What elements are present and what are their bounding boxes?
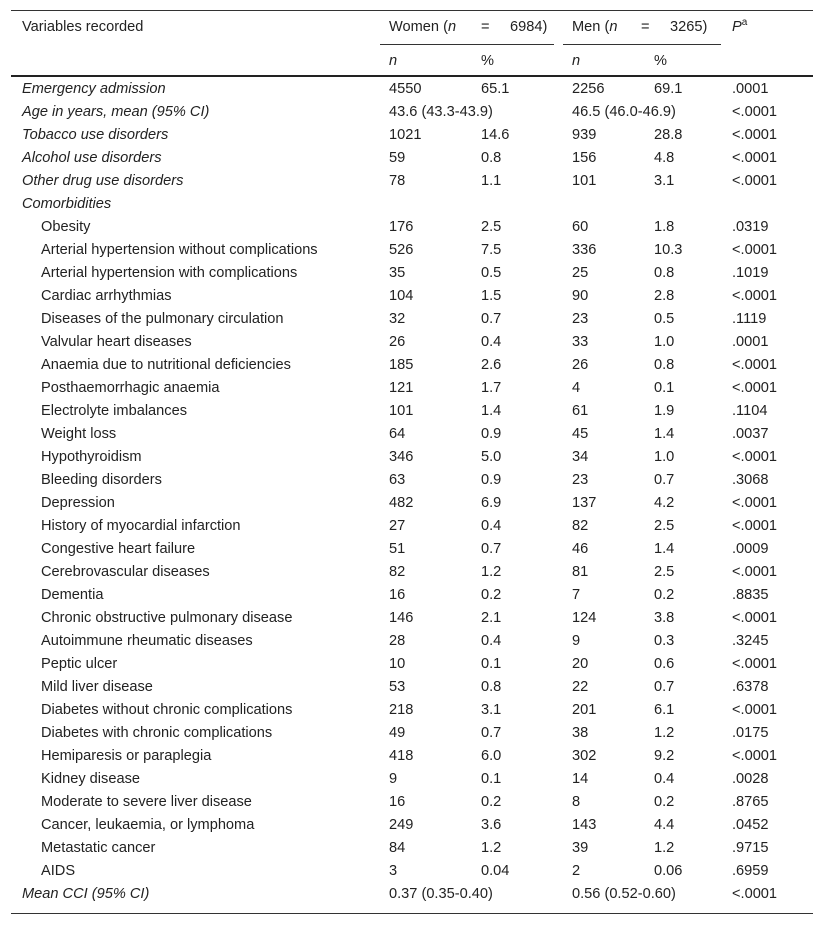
men-n-cell: 61	[572, 403, 589, 419]
p-value-cell: <.0001	[732, 357, 778, 373]
header-women-sub-n: n	[389, 53, 398, 69]
table-row	[0, 653, 825, 676]
men-pct-cell: 0.7	[654, 472, 675, 488]
table-row	[0, 262, 825, 285]
men-pct-cell: 1.2	[654, 725, 675, 741]
row-label: Congestive heart failure	[41, 541, 196, 557]
women-n-cell: 16	[389, 587, 406, 603]
p-value-cell: .6959	[732, 863, 769, 879]
men-n-cell: 23	[572, 472, 589, 488]
men-pct-cell: 0.06	[654, 863, 683, 879]
header-men	[572, 18, 617, 36]
men-n-cell: 23	[572, 311, 589, 327]
women-n-cell: 218	[389, 702, 414, 718]
women-pct-cell: 0.2	[481, 587, 502, 603]
men-n-cell: 124	[572, 610, 597, 626]
women-n-cell: 53	[389, 679, 406, 695]
women-n-cell: 3	[389, 863, 398, 879]
row-label: Other drug use disorders	[22, 173, 184, 189]
women-pct-cell: 6.0	[481, 748, 502, 764]
row-label: Chronic obstructive pulmonary disease	[41, 610, 293, 626]
p-value-cell: <.0001	[732, 564, 778, 580]
men-n-cell: 26	[572, 357, 589, 373]
p-value-cell: .8765	[732, 794, 769, 810]
table-row	[0, 101, 825, 124]
row-label: Diabetes with chronic complications	[41, 725, 273, 741]
men-n-cell: 0.56 (0.52-0.60)	[572, 886, 676, 902]
p-value-cell: <.0001	[732, 380, 778, 396]
table-row	[0, 699, 825, 722]
header-men-sub-pct: %	[654, 53, 667, 69]
row-label: Peptic ulcer	[41, 656, 118, 672]
women-pct-cell: 0.5	[481, 265, 502, 281]
men-pct-cell: 1.4	[654, 541, 675, 557]
row-label: Diseases of the pulmonary circulation	[41, 311, 284, 327]
p-value-cell: .0001	[732, 81, 769, 97]
women-n-cell: 146	[389, 610, 414, 626]
men-n-cell: 34	[572, 449, 589, 465]
p-value-cell: .0037	[732, 426, 769, 442]
p-value-cell: <.0001	[732, 610, 778, 626]
women-n-cell: 101	[389, 403, 414, 419]
men-n-cell: 33	[572, 334, 589, 350]
women-n-cell: 64	[389, 426, 406, 442]
women-pct-cell: 1.2	[481, 564, 502, 580]
women-n-cell: 10	[389, 656, 406, 672]
men-pct-cell: 0.2	[654, 587, 675, 603]
women-n-cell: 185	[389, 357, 414, 373]
header-variables: Variables recorded	[22, 19, 144, 35]
women-n-cell: 104	[389, 288, 414, 304]
table-row	[0, 308, 825, 331]
men-n-cell: 9	[572, 633, 581, 649]
men-pct-cell: 0.4	[654, 771, 675, 787]
men-group-rule	[563, 44, 721, 45]
men-n-cell: 8	[572, 794, 581, 810]
p-value-cell: <.0001	[732, 150, 778, 166]
row-label: AIDS	[41, 863, 76, 879]
men-pct-cell: 69.1	[654, 81, 683, 97]
table-row	[0, 630, 825, 653]
p-value-cell: .6378	[732, 679, 769, 695]
women-pct-cell: 0.4	[481, 633, 502, 649]
table-row	[0, 883, 825, 906]
row-label: Electrolyte imbalances	[41, 403, 188, 419]
table-row	[0, 216, 825, 239]
table-row	[0, 193, 825, 216]
women-n-cell: 4550	[389, 81, 422, 97]
men-n-cell: 38	[572, 725, 589, 741]
header-rule	[11, 75, 813, 77]
men-n-cell: 2256	[572, 81, 605, 97]
men-pct-cell: 1.9	[654, 403, 675, 419]
table-row	[0, 446, 825, 469]
men-n-cell: 2	[572, 863, 581, 879]
men-n-cell: 14	[572, 771, 589, 787]
row-label: Hypothyroidism	[41, 449, 142, 465]
women-pct-cell: 65.1	[481, 81, 510, 97]
women-n-cell: 63	[389, 472, 406, 488]
table-row	[0, 791, 825, 814]
p-value-cell: .0452	[732, 817, 769, 833]
table-row	[0, 561, 825, 584]
women-n-cell: 32	[389, 311, 406, 327]
header-women	[389, 18, 456, 36]
women-group-rule	[380, 44, 554, 45]
men-pct-cell: 2.8	[654, 288, 675, 304]
women-pct-cell: 0.4	[481, 334, 502, 350]
women-pct-cell: 2.1	[481, 610, 502, 626]
women-pct-cell: 0.7	[481, 725, 502, 741]
men-n-cell: 20	[572, 656, 589, 672]
women-pct-cell: 0.9	[481, 472, 502, 488]
table-row	[0, 607, 825, 630]
header-women-eq: =	[481, 19, 490, 35]
men-n-cell: 302	[572, 748, 597, 764]
p-value-cell: <.0001	[732, 518, 778, 534]
p-value-cell: .1019	[732, 265, 769, 281]
row-label: Diabetes without chronic complications	[41, 702, 293, 718]
p-value-cell: .0028	[732, 771, 769, 787]
p-value-cell: <.0001	[732, 656, 778, 672]
men-n-cell: 101	[572, 173, 597, 189]
women-pct-cell: 3.1	[481, 702, 502, 718]
men-n-cell: 45	[572, 426, 589, 442]
men-pct-cell: 3.8	[654, 610, 675, 626]
men-n-cell: 7	[572, 587, 581, 603]
p-value-cell: .0319	[732, 219, 769, 235]
men-pct-cell: 1.0	[654, 334, 675, 350]
women-pct-cell: 2.6	[481, 357, 502, 373]
table-row	[0, 584, 825, 607]
row-label: Moderate to severe liver disease	[41, 794, 252, 810]
table-row	[0, 78, 825, 101]
women-pct-cell: 0.2	[481, 794, 502, 810]
row-label: Emergency admission	[22, 81, 166, 97]
table-row	[0, 676, 825, 699]
men-n-cell: 939	[572, 127, 597, 143]
row-label: Bleeding disorders	[41, 472, 162, 488]
women-pct-cell: 3.6	[481, 817, 502, 833]
women-pct-cell: 6.9	[481, 495, 502, 511]
row-label: Anaemia due to nutritional deficiencies	[41, 357, 291, 373]
women-pct-cell: 1.4	[481, 403, 502, 419]
table-row	[0, 239, 825, 262]
men-pct-cell: 0.1	[654, 380, 675, 396]
men-n-cell: 4	[572, 380, 581, 396]
women-n-cell: 27	[389, 518, 406, 534]
p-value-cell: <.0001	[732, 748, 778, 764]
header-p	[732, 18, 747, 38]
row-label: Dementia	[41, 587, 104, 603]
women-pct-cell: 5.0	[481, 449, 502, 465]
women-n-cell: 9	[389, 771, 398, 787]
women-n-cell: 84	[389, 840, 406, 856]
row-label: Mild liver disease	[41, 679, 153, 695]
women-n-cell: 418	[389, 748, 414, 764]
header-p-letter: P	[732, 19, 742, 35]
women-pct-cell: 0.8	[481, 150, 502, 166]
p-value-cell: <.0001	[732, 288, 778, 304]
row-label: Kidney disease	[41, 771, 140, 787]
p-value-cell: <.0001	[732, 127, 778, 143]
men-n-cell: 22	[572, 679, 589, 695]
top-rule	[11, 10, 813, 11]
men-pct-cell: 4.8	[654, 150, 675, 166]
p-value-cell: <.0001	[732, 104, 778, 120]
p-value-cell: .8835	[732, 587, 769, 603]
header-women-label: Women (	[389, 19, 448, 35]
table-row	[0, 331, 825, 354]
women-n-cell: 16	[389, 794, 406, 810]
row-label: Depression	[41, 495, 115, 511]
p-value-cell: .9715	[732, 840, 769, 856]
p-value-cell: <.0001	[732, 173, 778, 189]
men-n-cell: 46.5 (46.0-46.9)	[572, 104, 676, 120]
row-label: Cerebrovascular diseases	[41, 564, 210, 580]
men-pct-cell: 4.4	[654, 817, 675, 833]
men-pct-cell: 1.4	[654, 426, 675, 442]
women-pct-cell: 0.1	[481, 771, 502, 787]
men-n-cell: 137	[572, 495, 597, 511]
men-n-cell: 82	[572, 518, 589, 534]
row-label: Alcohol use disorders	[22, 150, 162, 166]
table-row	[0, 469, 825, 492]
p-value-cell: .0175	[732, 725, 769, 741]
men-pct-cell: 0.5	[654, 311, 675, 327]
row-label: Metastatic cancer	[41, 840, 156, 856]
table-row	[0, 400, 825, 423]
women-pct-cell: 7.5	[481, 242, 502, 258]
men-n-cell: 81	[572, 564, 589, 580]
row-label: History of myocardial infarction	[41, 518, 241, 534]
p-value-cell: <.0001	[732, 702, 778, 718]
table-row	[0, 515, 825, 538]
table-row	[0, 147, 825, 170]
men-pct-cell: 0.7	[654, 679, 675, 695]
men-pct-cell: 1.2	[654, 840, 675, 856]
table-row	[0, 354, 825, 377]
table-row	[0, 860, 825, 883]
table-row	[0, 538, 825, 561]
p-value-cell: .3245	[732, 633, 769, 649]
row-label: Comorbidities	[22, 196, 112, 212]
women-n-cell: 121	[389, 380, 414, 396]
header-p-footnote: a	[741, 17, 748, 28]
bottom-rule	[11, 913, 813, 914]
men-n-cell: 156	[572, 150, 597, 166]
men-pct-cell: 1.8	[654, 219, 675, 235]
women-pct-cell: 1.2	[481, 840, 502, 856]
women-n-cell: 51	[389, 541, 406, 557]
men-pct-cell: 3.1	[654, 173, 675, 189]
women-pct-cell: 0.9	[481, 426, 502, 442]
header-men-n: n	[609, 19, 618, 35]
men-pct-cell: 6.1	[654, 702, 675, 718]
p-value-cell: <.0001	[732, 495, 778, 511]
men-pct-cell: 9.2	[654, 748, 675, 764]
header-women-count: 6984)	[510, 19, 548, 35]
women-pct-cell: 1.5	[481, 288, 502, 304]
row-label: Mean CCI (95% CI)	[22, 886, 150, 902]
women-n-cell: 43.6 (43.3-43.9)	[389, 104, 493, 120]
women-n-cell: 176	[389, 219, 414, 235]
header-men-sub-n: n	[572, 53, 581, 69]
table-row	[0, 170, 825, 193]
women-pct-cell: 0.7	[481, 541, 502, 557]
p-value-cell: <.0001	[732, 886, 778, 902]
row-label: Arterial hypertension without complications	[41, 242, 318, 258]
header-men-eq: =	[641, 19, 650, 35]
women-pct-cell: 0.8	[481, 679, 502, 695]
row-label: Hemiparesis or paraplegia	[41, 748, 212, 764]
table-row	[0, 745, 825, 768]
women-pct-cell: 14.6	[481, 127, 510, 143]
women-pct-cell: 1.7	[481, 380, 502, 396]
table-row	[0, 285, 825, 308]
row-label: Tobacco use disorders	[22, 127, 169, 143]
women-pct-cell: 2.5	[481, 219, 502, 235]
women-n-cell: 78	[389, 173, 406, 189]
row-label: Posthaemorrhagic anaemia	[41, 380, 220, 396]
men-n-cell: 143	[572, 817, 597, 833]
men-n-cell: 46	[572, 541, 589, 557]
header-men-label: Men (	[572, 19, 610, 35]
table-row	[0, 423, 825, 446]
p-value-cell: .1119	[732, 311, 767, 327]
table-row	[0, 377, 825, 400]
women-n-cell: 59	[389, 150, 406, 166]
women-n-cell: 1021	[389, 127, 422, 143]
women-n-cell: 49	[389, 725, 406, 741]
women-pct-cell: 0.4	[481, 518, 502, 534]
men-n-cell: 25	[572, 265, 589, 281]
men-pct-cell: 0.2	[654, 794, 675, 810]
men-pct-cell: 0.8	[654, 265, 675, 281]
women-n-cell: 482	[389, 495, 414, 511]
row-label: Weight loss	[41, 426, 117, 442]
row-label: Valvular heart diseases	[41, 334, 192, 350]
men-pct-cell: 10.3	[654, 242, 683, 258]
p-value-cell: <.0001	[732, 242, 778, 258]
header-women-sub-pct: %	[481, 53, 494, 69]
women-n-cell: 26	[389, 334, 406, 350]
row-label: Arterial hypertension with complications	[41, 265, 298, 281]
women-pct-cell: 0.7	[481, 311, 502, 327]
men-pct-cell: 2.5	[654, 518, 675, 534]
men-pct-cell: 0.3	[654, 633, 675, 649]
women-n-cell: 249	[389, 817, 414, 833]
row-label: Autoimmune rheumatic diseases	[41, 633, 253, 649]
men-pct-cell: 2.5	[654, 564, 675, 580]
women-n-cell: 346	[389, 449, 414, 465]
row-label: Cancer, leukaemia, or lymphoma	[41, 817, 255, 833]
women-pct-cell: 1.1	[481, 173, 502, 189]
men-pct-cell: 0.6	[654, 656, 675, 672]
row-label: Age in years, mean (95% CI)	[22, 104, 210, 120]
table-row	[0, 768, 825, 791]
table-row	[0, 837, 825, 860]
women-n-cell: 35	[389, 265, 406, 281]
men-pct-cell: 0.8	[654, 357, 675, 373]
p-value-cell: .0001	[732, 334, 769, 350]
women-pct-cell: 0.04	[481, 863, 510, 879]
header-men-count: 3265)	[670, 19, 708, 35]
header-women-n: n	[447, 19, 457, 35]
women-n-cell: 82	[389, 564, 406, 580]
p-value-cell: .0009	[732, 541, 769, 557]
table-row	[0, 124, 825, 147]
table-row	[0, 722, 825, 745]
men-pct-cell: 28.8	[654, 127, 683, 143]
men-n-cell: 201	[572, 702, 597, 718]
men-n-cell: 39	[572, 840, 589, 856]
men-pct-cell: 4.2	[654, 495, 675, 511]
women-n-cell: 0.37 (0.35-0.40)	[389, 886, 493, 902]
table-row	[0, 492, 825, 515]
men-n-cell: 336	[572, 242, 597, 258]
men-pct-cell: 1.0	[654, 449, 675, 465]
men-n-cell: 90	[572, 288, 589, 304]
row-label: Obesity	[41, 219, 91, 235]
women-n-cell: 526	[389, 242, 414, 258]
men-n-cell: 60	[572, 219, 589, 235]
p-value-cell: .3068	[732, 472, 769, 488]
women-pct-cell: 0.1	[481, 656, 502, 672]
table-row	[0, 814, 825, 837]
row-label: Cardiac arrhythmias	[41, 288, 172, 304]
p-value-cell: <.0001	[732, 449, 778, 465]
women-n-cell: 28	[389, 633, 406, 649]
p-value-cell: .1104	[732, 403, 768, 419]
